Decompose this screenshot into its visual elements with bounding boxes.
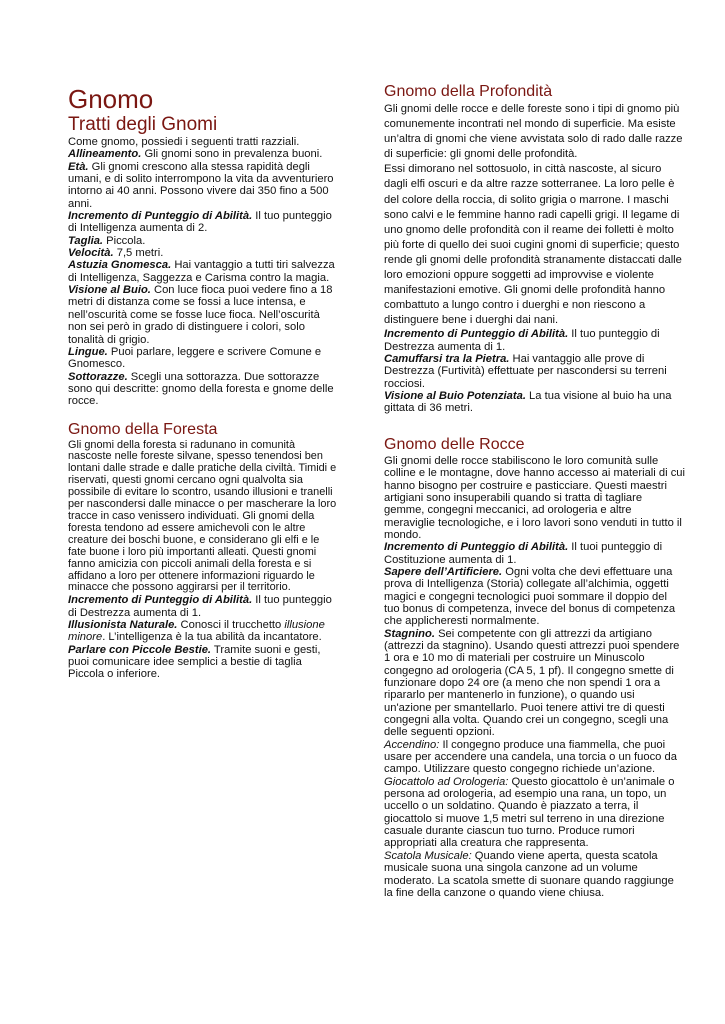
trait-label: Parlare con Piccole Bestie. xyxy=(68,643,212,656)
trait-text: Il tuoi punteggio di Costituzione aumenta di 1. xyxy=(384,541,663,566)
trait-label: Stagnino. xyxy=(384,627,435,640)
trait-paragraph xyxy=(68,235,340,247)
trait-paragraph xyxy=(68,259,340,284)
trait-label: Camuffarsi tra la Pietra. xyxy=(384,353,510,366)
trait-text: Gli gnomi crescono alla stessa rapidità degli umani, e di solito interrompono la vita da avventuriero intorno ai 40 anni. Possono vivere dai 350 fino a 500 anni. xyxy=(68,160,334,210)
trait-paragraph xyxy=(384,566,685,628)
trait-paragraph xyxy=(384,353,685,390)
trait-text: Scegli una sottorazza. Due sottorazze sono qui descritte: gnomo della foresta e gnome delle rocce. xyxy=(68,370,334,408)
trait-text: Gli gnomi sono in prevalenza buoni. xyxy=(141,148,323,161)
option-text: Questo giocattolo è un’animale o persona ad orologeria, ad esempio una rana, un topo, un uccello o un soldatino. Quando è piazzato a terra, il giocattolo si muove 1,5 metri sul terreno in una direzione casuale durante ciascun tuo turno. Produce rumori appropriati alla creatura che rappresenta. xyxy=(384,775,675,850)
trait-text: Il tuo punteggio di Destrezza aumenta di 1. xyxy=(68,594,332,619)
trait-paragraph xyxy=(68,148,340,160)
trait-label: Incremento di Punteggio di Abilità. xyxy=(68,594,253,607)
trait-label: Visione al Buio Potenziata. xyxy=(384,390,526,403)
trait-label: Allineamento. xyxy=(68,148,142,161)
trait-paragraph xyxy=(68,210,340,235)
trait-text: Il tuo punteggio di Intelligenza aumenta di 2. xyxy=(68,210,332,235)
forest-traits-block xyxy=(68,594,340,680)
traits-intro: Come gnomo, possiedi i seguenti tratti razziali. xyxy=(68,136,300,148)
trait-label: Sapere dell’Artificiere. xyxy=(384,565,503,578)
trait-paragraph xyxy=(68,247,340,259)
forest-heading: Gnomo della Foresta xyxy=(68,420,218,438)
forest-body: Gli gnomi della foresta si radunano in comunità nascoste nelle foreste silvane, spesso tenendosi ben lontani dalle strade e dalle pratiche della civiltà. Timidi e riservati, questi gnomi cercano ogni qualvolta sia possibile di evitare lo scontro, usando illusioni e tranelli per nascondersi dalle minacce o per mascherare la loro tracce in caso venissero individuati. Gli gnomi della foresta tendono ad essere amichevoli con le altre creature dei boschi buone, e considerano gli elfi e le fate buone i loro più importanti alleati. Questi gnomi fanno amicizia con piccoli animali della foresta e si affidano a loro per ottenere informazioni riguardo le minacce che possono aggirarsi per il territorio. xyxy=(68,438,337,594)
trait-text: 7,5 metri. xyxy=(113,247,164,260)
trait-paragraph xyxy=(68,594,340,619)
option-label: Accendino: xyxy=(384,738,440,751)
option-label: Giocattolo ad Orologeria: xyxy=(384,775,509,788)
trait-text-after: . L’intelligenza è la tua abilità da incantatore. xyxy=(102,631,322,644)
trait-label: Taglia. xyxy=(68,234,104,247)
option-paragraph xyxy=(384,850,685,899)
trait-paragraph xyxy=(68,161,340,210)
trait-text: Hai vantaggio a tutti tiri salvezza di Intelligenza, Saggezza e Carisma contro la magia. xyxy=(68,259,335,284)
option-text: Il congegno produce una fiammella, che puoi usare per accendere una candela, una torcia o un fuoco da campo. Utilizzare questo congegno richiede un’azione. xyxy=(384,738,677,776)
trait-label: Età. xyxy=(68,160,89,173)
left-column xyxy=(68,84,340,681)
trait-paragraph xyxy=(384,628,685,739)
deep-body-paragraph: Essi dimorano nel sottosuolo, in città nascoste, al sicuro dagli elfi oscuri e da altre razze sotterranee. La loro pelle è del colore della roccia, di solito grigia o marrone. I maschi sono calvi e le femmine hanno radi capelli grigi. Il legame di uno gnomo delle profondità con il reame dei folletti è molto più forte di quello dei suoi cugini gnomi di superficie; questo rende gli gnomi delle profondità stranamente distaccati dalle loro emozioni oppure soggetti ad improvvise e violente manifestazioni emotive. Gli gnomi delle profondità hanno combattuto a lungo contro i duerghi e non riescono a distinguere bene i duerghi dai nani. xyxy=(384,163,682,327)
trait-label: Incremento di Punteggio di Abilità. xyxy=(384,541,569,554)
option-label: Scatola Musicale: xyxy=(384,849,472,862)
trait-label: Astuzia Gnomesca. xyxy=(68,259,172,272)
trait-label: Illusionista Naturale. xyxy=(68,619,178,632)
trait-text: Sei competente con gli attrezzi da artigiano (attrezzi da stagnino). Usando questi attrezzi puoi spendere 1 ora e 10 mo di materiali per costruire un Minuscolo congegno ad orologeria (CA 5, 1 pf). Il congegno smette di funzionare dopo 24 ore (a meno che non spendi 1 ora a ripararlo per mantenerlo in funzione), o quando usi un'azione per smantellarlo. Puoi tenere attivi tre di questi congegni alla volta. Quando crei un congegno, scegli una delle seguenti opzioni. xyxy=(384,627,680,739)
trait-paragraph xyxy=(384,541,685,566)
page-title: Gnomo xyxy=(68,84,154,114)
deep-traits-block xyxy=(384,328,685,414)
trait-paragraph xyxy=(68,284,340,346)
trait-text: La tua visione al buio ha una gittata di 36 metri. xyxy=(384,390,672,415)
trait-label: Velocità. xyxy=(68,247,114,260)
deep-body-paragraph: Gli gnomi delle rocce e delle foreste sono i tipi di gnomo più comunemente incontrati nel mondo di superficie. Ma esiste un’altra di gnomi che viene avvistata solo di rado dalle razze di superficie: gli gnomi delle profondità. xyxy=(384,103,683,161)
deep-heading: Gnomo della Profondità xyxy=(384,83,553,100)
trait-text: Ogni volta che devi effettuare una prova di Intelligenza (Storia) collegate all’alchimia, oggetti magici e congegni tecnologici puoi sommare il doppio del tuo bonus di competenza, invece del bonus di competenza che applicheresti normalmente. xyxy=(384,565,676,628)
forest-body-block xyxy=(68,440,340,595)
trait-paragraph xyxy=(68,346,340,371)
trait-label: Sottorazze. xyxy=(68,370,128,383)
trait-text: Conosci il trucchetto xyxy=(177,619,285,632)
trait-label: Lingue. xyxy=(68,345,108,358)
spell-name: illusione minore xyxy=(68,619,325,644)
trait-label: Visione al Buio. xyxy=(68,284,151,297)
trait-label: Incremento di Punteggio di Abilità. xyxy=(384,328,569,341)
trait-text: Hai vantaggio alle prove di Destrezza (Furtività) effettuate per nascondersi su terreni rocciosi. xyxy=(384,353,667,390)
traits-block xyxy=(68,136,340,408)
rock-block xyxy=(384,455,685,899)
trait-paragraph xyxy=(68,619,340,644)
trait-text: Piccola. xyxy=(103,234,146,247)
rock-heading: Gnomo delle Rocce xyxy=(384,435,525,453)
trait-text: Con luce fioca puoi vedere fino a 18 metri di distanza come se fossi a luce intensa, e nell’oscurità come se fosse luce fioca. Nell’oscurità non sei però in grado di distinguere i colori, solo tonalità di grigio. xyxy=(68,284,333,346)
trait-text: Il tuo punteggio di Destrezza aumenta di 1. xyxy=(384,328,660,353)
trait-paragraph xyxy=(384,390,685,415)
trait-paragraph xyxy=(68,644,340,681)
trait-label: Incremento di Punteggio di Abilità. xyxy=(68,210,253,223)
option-paragraph xyxy=(384,739,685,776)
deep-body-block xyxy=(384,102,685,328)
traits-heading: Tratti degli Gnomi xyxy=(68,114,218,135)
trait-paragraph xyxy=(68,371,340,408)
option-paragraph xyxy=(384,776,685,850)
trait-text: Tramite suoni e gesti, puoi comunicare idee semplici a bestie di taglia Piccola o inferiore. xyxy=(68,643,321,681)
right-column xyxy=(384,82,685,899)
trait-text: Puoi parlare, leggere e scrivere Comune e Gnomesco. xyxy=(68,345,322,371)
rock-body: Gli gnomi delle rocce stabiliscono le loro comunità sulle colline e le montagne, dove hanno accesso ai materiali di cui hanno bisogno per costruire e pasticciare. Questi maestri artigiani sono insuperabili quando si tratta di tagliare gemme, congegni meccanici, ad orologeria e altre meraviglie tecnologiche, e i loro lavori sono venduti in tutto il mondo. xyxy=(384,454,685,541)
trait-paragraph xyxy=(384,328,685,353)
option-text: Quando viene aperta, questa scatola musicale suona una singola canzone ad un volume moderato. La scatola smette di suonare quando raggiunge la fine della canzone o quando viene chiusa. xyxy=(384,849,674,899)
